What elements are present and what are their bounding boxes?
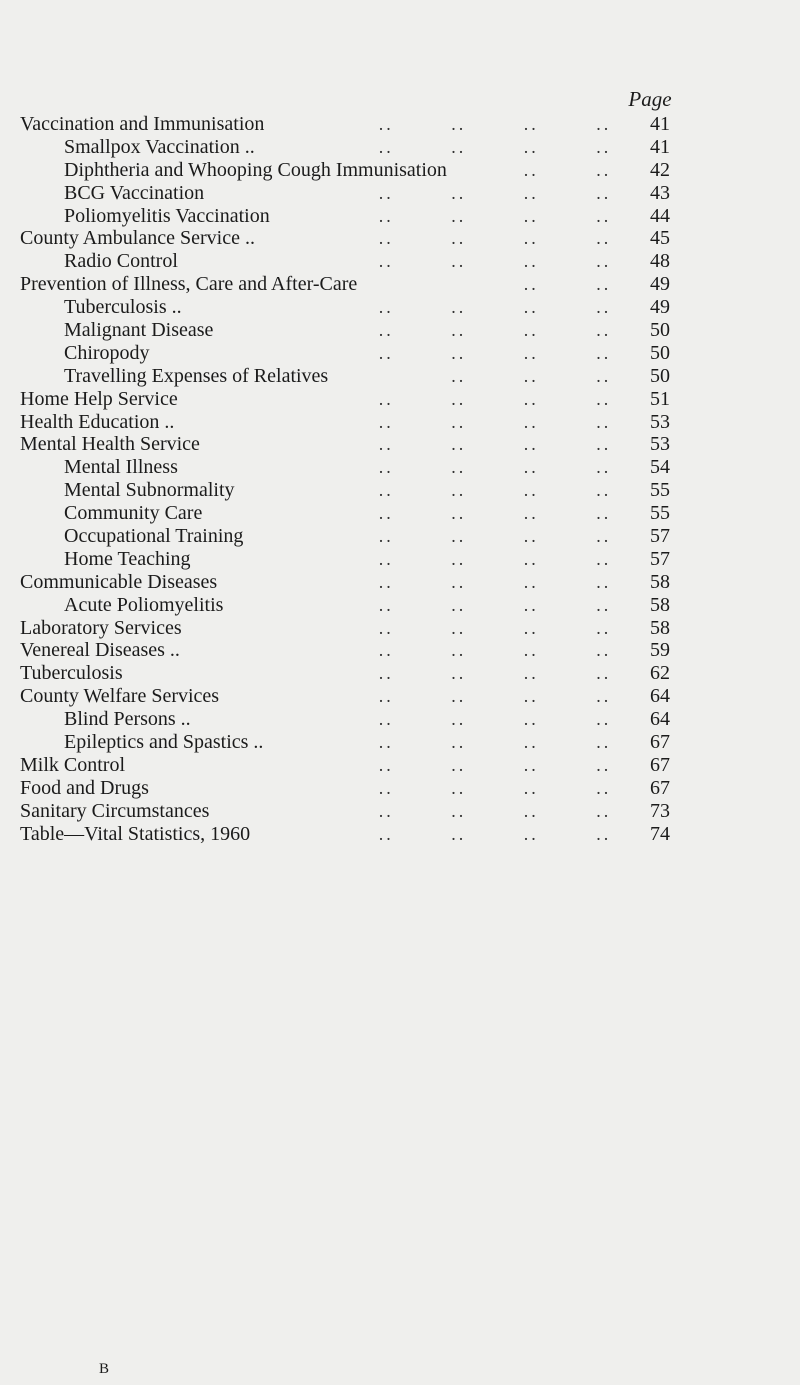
- toc-entry-label: Sanitary Circumstances: [20, 799, 210, 822]
- leader-dot-group: ..: [523, 754, 539, 775]
- toc-entry-page-number: 59: [650, 639, 670, 662]
- toc-entry-page-number: 67: [650, 753, 670, 776]
- toc-entry: [20, 777, 710, 800]
- leader-dot-group: ..: [451, 457, 467, 478]
- toc-entry: [20, 250, 710, 273]
- leader-dot-group: ..: [378, 457, 394, 478]
- toc-entry: [20, 502, 710, 525]
- leader-dot-group: ..: [523, 503, 539, 524]
- leader-dots: [350, 273, 640, 296]
- leader-dot-group: ..: [451, 320, 467, 341]
- leader-dot-group: ..: [596, 640, 612, 661]
- toc-entry: [20, 296, 710, 319]
- leader-dot-group: ..: [523, 434, 539, 455]
- leader-dot-group: ..: [378, 182, 394, 203]
- toc-entry-page-number: 53: [650, 410, 670, 433]
- toc-entry: [20, 571, 710, 594]
- toc-entry-label: Communicable Diseases: [20, 570, 218, 593]
- toc-entry: [20, 205, 710, 228]
- toc-entry: [20, 639, 710, 662]
- toc-entry-page-number: 51: [650, 387, 670, 410]
- toc-entry-page-number: 48: [650, 250, 670, 273]
- toc-entry: [20, 525, 710, 548]
- leader-dot-group: ..: [523, 205, 539, 226]
- leader-dots: [350, 617, 640, 640]
- toc-entry-page-number: 55: [650, 479, 670, 502]
- toc-entry-page-number: 58: [650, 616, 670, 639]
- leader-dot-group: ..: [451, 114, 467, 134]
- toc-entry-page-number: 42: [650, 158, 670, 181]
- leader-dot-group: ..: [378, 297, 394, 318]
- leader-dots: [350, 800, 640, 823]
- leader-dot-group: ..: [451, 480, 467, 501]
- leader-dot-group: ..: [378, 114, 394, 134]
- leader-dot-group: ..: [451, 228, 467, 249]
- leader-dot-group: ..: [378, 732, 394, 753]
- toc-entry-label: Milk Control: [20, 753, 126, 776]
- leader-dot-group: ..: [596, 732, 612, 753]
- toc-entry-page-number: 54: [650, 456, 670, 479]
- toc-entry-label: Occupational Training: [64, 525, 244, 548]
- toc-entry-label: Radio Control: [64, 250, 178, 273]
- leader-dot-group: ..: [378, 617, 394, 638]
- leader-dot-group: ..: [523, 411, 539, 432]
- leader-dot-group: ..: [523, 663, 539, 684]
- leader-dot-group: ..: [523, 114, 539, 134]
- toc-entry-label: Table—Vital Statistics, 1960: [20, 822, 251, 845]
- leader-dots: [350, 250, 640, 273]
- leader-dot-group: ..: [451, 251, 467, 272]
- leader-dot-group: ..: [378, 548, 394, 569]
- leader-dots: [350, 205, 640, 228]
- toc-entry-page-number: 67: [650, 776, 670, 799]
- toc-entry: [20, 342, 710, 365]
- leader-dot-group: ..: [378, 526, 394, 547]
- toc-entry: [20, 273, 710, 296]
- leader-dot-group: ..: [523, 571, 539, 592]
- toc-entry-label: Smallpox Vaccination ..: [64, 135, 255, 158]
- leader-dot-group: ..: [451, 503, 467, 524]
- leader-dots: [350, 662, 640, 685]
- leader-dot-group: ..: [523, 686, 539, 707]
- leader-dots: [350, 296, 640, 319]
- signature-mark: B: [99, 1361, 110, 1377]
- leader-dot-group: ..: [451, 342, 467, 363]
- toc-entry: [20, 411, 710, 434]
- toc-entry-page-number: 74: [650, 822, 670, 845]
- leader-dots: [350, 823, 640, 846]
- toc-entry: [20, 433, 710, 456]
- toc-entry-page-number: 58: [650, 570, 670, 593]
- toc-entry-page-number: 53: [650, 433, 670, 456]
- leader-dot-group: ..: [523, 548, 539, 569]
- leader-dots: [350, 571, 640, 594]
- leader-dot-group: ..: [451, 365, 467, 386]
- toc-entry-page-number: 62: [650, 662, 670, 685]
- leader-dot-group: ..: [523, 594, 539, 615]
- toc-entry-label: Food and Drugs: [20, 776, 149, 799]
- leader-dot-group: ..: [451, 526, 467, 547]
- leader-dot-group: ..: [596, 457, 612, 478]
- toc-entry: [20, 319, 710, 342]
- toc-entry-label: Home Help Service: [20, 387, 178, 410]
- toc-entry-label: Travelling Expenses of Relatives: [64, 364, 329, 387]
- leader-dot-group: ..: [596, 571, 612, 592]
- leader-dot-group: ..: [451, 388, 467, 409]
- toc-entry-page-number: 55: [650, 502, 670, 525]
- leader-dot-group: ..: [523, 228, 539, 249]
- leader-dot-group: ..: [523, 388, 539, 409]
- leader-dot-group: ..: [378, 320, 394, 341]
- leader-dots: [350, 731, 640, 754]
- leader-dot-group: ..: [523, 526, 539, 547]
- toc-entry-label: Acute Poliomyelitis: [64, 593, 224, 616]
- leader-dot-group: ..: [451, 594, 467, 615]
- toc-entry-label: Mental Health Service: [20, 433, 200, 456]
- leader-dots: [350, 433, 640, 456]
- leader-dot-group: ..: [378, 571, 394, 592]
- toc-entry: [20, 685, 710, 708]
- page-column-heading: Page: [628, 87, 672, 111]
- leader-dot-group: ..: [378, 663, 394, 684]
- toc-entry-label: Mental Subnormality: [64, 479, 235, 502]
- leader-dot-group: ..: [523, 251, 539, 272]
- leader-dot-group: ..: [596, 342, 612, 363]
- leader-dots: [350, 113, 640, 136]
- leader-dots: [350, 754, 640, 777]
- leader-dots: [350, 342, 640, 365]
- toc-entry-label: Home Teaching: [64, 547, 191, 570]
- toc-entry-label: Prevention of Illness, Care and After-Care: [20, 273, 358, 296]
- toc-entry-page-number: 50: [650, 364, 670, 387]
- leader-dot-group: ..: [451, 823, 467, 844]
- leader-dot-group: ..: [523, 182, 539, 203]
- toc-entry-page-number: 57: [650, 547, 670, 570]
- leader-dots: [350, 479, 640, 502]
- leader-dots: [350, 594, 640, 617]
- leader-dot-group: ..: [451, 709, 467, 730]
- toc-entry: [20, 708, 710, 731]
- toc-entry-label: Health Education ..: [20, 410, 175, 433]
- toc-entry-page-number: 41: [650, 135, 670, 158]
- toc-entry-label: County Welfare Services: [20, 685, 220, 708]
- leader-dot-group: ..: [596, 228, 612, 249]
- toc-entry: [20, 159, 710, 182]
- leader-dot-group: ..: [596, 526, 612, 547]
- toc-entry-label: Malignant Disease: [64, 319, 214, 342]
- toc-entry-page-number: 50: [650, 341, 670, 364]
- leader-dot-group: ..: [523, 823, 539, 844]
- toc-entry: [20, 548, 710, 571]
- leader-dots: [350, 685, 640, 708]
- leader-dot-group: ..: [596, 800, 612, 821]
- leader-dot-group: ..: [451, 663, 467, 684]
- leader-dot-group: ..: [523, 777, 539, 798]
- leader-dot-group: ..: [378, 754, 394, 775]
- leader-dot-group: ..: [596, 274, 612, 295]
- leader-dot-group: ..: [596, 205, 612, 226]
- leader-dot-group: ..: [378, 411, 394, 432]
- leader-dots: [350, 777, 640, 800]
- leader-dot-group: ..: [378, 136, 394, 157]
- leader-dot-group: ..: [523, 457, 539, 478]
- leader-dot-group: ..: [451, 800, 467, 821]
- toc-entry-page-number: 64: [650, 685, 670, 708]
- toc-entry: [20, 113, 710, 136]
- toc-entry: [20, 594, 710, 617]
- leader-dot-group: ..: [596, 365, 612, 386]
- toc-entry: [20, 227, 710, 250]
- leader-dot-group: ..: [596, 251, 612, 272]
- leader-dot-group: ..: [596, 480, 612, 501]
- leader-dots: [350, 136, 640, 159]
- leader-dot-group: ..: [596, 663, 612, 684]
- toc-entry-label: Tuberculosis: [20, 662, 123, 685]
- leader-dot-group: ..: [451, 434, 467, 455]
- leader-dot-group: ..: [378, 686, 394, 707]
- leader-dot-group: ..: [523, 342, 539, 363]
- leader-dot-group: ..: [378, 205, 394, 226]
- leader-dot-group: ..: [523, 159, 539, 180]
- leader-dot-group: ..: [596, 777, 612, 798]
- leader-dot-group: ..: [596, 686, 612, 707]
- leader-dot-group: ..: [378, 640, 394, 661]
- toc-entry-label: Tuberculosis ..: [64, 296, 182, 319]
- toc-entry-label: Epileptics and Spastics ..: [64, 731, 264, 754]
- leader-dot-group: ..: [378, 434, 394, 455]
- leader-dot-group: ..: [451, 571, 467, 592]
- leader-dot-group: ..: [596, 136, 612, 157]
- leader-dot-group: ..: [523, 480, 539, 501]
- toc-entry-page-number: 57: [650, 525, 670, 548]
- leader-dots: [350, 227, 640, 250]
- toc-entry-page-number: 58: [650, 593, 670, 616]
- leader-dot-group: ..: [523, 365, 539, 386]
- toc-entry-page-number: 49: [650, 273, 670, 296]
- toc-entry: [20, 800, 710, 823]
- toc-entry-page-number: 45: [650, 227, 670, 250]
- leader-dot-group: ..: [378, 709, 394, 730]
- leader-dot-group: ..: [596, 617, 612, 638]
- leader-dot-group: ..: [596, 594, 612, 615]
- leader-dot-group: ..: [596, 823, 612, 844]
- leader-dot-group: ..: [596, 182, 612, 203]
- leader-dot-group: ..: [523, 732, 539, 753]
- leader-dot-group: ..: [451, 136, 467, 157]
- toc-entry: [20, 388, 710, 411]
- leader-dot-group: ..: [451, 777, 467, 798]
- leader-dot-group: ..: [378, 251, 394, 272]
- toc-entry-page-number: 49: [650, 296, 670, 319]
- table-of-contents: [20, 113, 710, 846]
- toc-entry: [20, 182, 710, 205]
- leader-dot-group: ..: [378, 800, 394, 821]
- leader-dot-group: ..: [596, 709, 612, 730]
- leader-dot-group: ..: [451, 686, 467, 707]
- toc-entry-label: Vaccination and Immunisation: [20, 113, 265, 135]
- toc-entry: [20, 617, 710, 640]
- leader-dot-group: ..: [523, 640, 539, 661]
- toc-entry: [20, 754, 710, 777]
- leader-dot-group: ..: [378, 480, 394, 501]
- leader-dots: [350, 365, 640, 388]
- toc-entry: [20, 136, 710, 159]
- leader-dot-group: ..: [451, 640, 467, 661]
- leader-dot-group: ..: [523, 274, 539, 295]
- leader-dot-group: ..: [523, 297, 539, 318]
- toc-entry: [20, 731, 710, 754]
- leader-dots: [350, 456, 640, 479]
- leader-dot-group: ..: [378, 388, 394, 409]
- leader-dot-group: ..: [596, 503, 612, 524]
- toc-entry-page-number: 64: [650, 708, 670, 731]
- leader-dots: [350, 548, 640, 571]
- leader-dots: [350, 525, 640, 548]
- leader-dot-group: ..: [451, 732, 467, 753]
- toc-entry-label: County Ambulance Service ..: [20, 227, 255, 250]
- leader-dots: [350, 639, 640, 662]
- leader-dot-group: ..: [378, 503, 394, 524]
- toc-entry: [20, 456, 710, 479]
- leader-dot-group: ..: [596, 388, 612, 409]
- leader-dot-group: ..: [451, 548, 467, 569]
- leader-dot-group: ..: [451, 205, 467, 226]
- toc-entry-label: BCG Vaccination: [64, 181, 205, 204]
- leader-dot-group: ..: [451, 754, 467, 775]
- toc-entry: [20, 365, 710, 388]
- toc-entry-page-number: 41: [650, 113, 670, 135]
- toc-entry: [20, 479, 710, 502]
- toc-entry-label: Chiropody: [64, 341, 150, 364]
- toc-entry-label: Diphtheria and Whooping Cough Immunisation: [64, 158, 447, 181]
- toc-entry-label: Mental Illness: [64, 456, 178, 479]
- leader-dot-group: ..: [451, 182, 467, 203]
- leader-dots: [350, 502, 640, 525]
- leader-dot-group: ..: [596, 548, 612, 569]
- leader-dots: [350, 411, 640, 434]
- leader-dot-group: ..: [378, 777, 394, 798]
- leader-dots: [350, 708, 640, 731]
- leader-dot-group: ..: [523, 709, 539, 730]
- leader-dot-group: ..: [451, 617, 467, 638]
- leader-dot-group: ..: [596, 434, 612, 455]
- leader-dot-group: ..: [596, 320, 612, 341]
- toc-entry-label: Venereal Diseases ..: [20, 639, 180, 662]
- leader-dot-group: ..: [523, 320, 539, 341]
- leader-dots: [350, 319, 640, 342]
- leader-dot-group: ..: [596, 159, 612, 180]
- leader-dot-group: ..: [596, 297, 612, 318]
- leader-dot-group: ..: [451, 411, 467, 432]
- toc-entry-page-number: 50: [650, 319, 670, 342]
- toc-entry-label: Poliomyelitis Vaccination: [64, 204, 270, 227]
- leader-dot-group: ..: [596, 114, 612, 134]
- toc-entry-page-number: 73: [650, 799, 670, 822]
- toc-entry: [20, 662, 710, 685]
- leader-dot-group: ..: [523, 800, 539, 821]
- toc-entry-page-number: 67: [650, 731, 670, 754]
- leader-dot-group: ..: [378, 823, 394, 844]
- leader-dot-group: ..: [596, 411, 612, 432]
- toc-entry-label: Laboratory Services: [20, 616, 182, 639]
- leader-dot-group: ..: [596, 754, 612, 775]
- leader-dot-group: ..: [378, 594, 394, 615]
- leader-dot-group: ..: [378, 342, 394, 363]
- toc-entry-page-number: 44: [650, 204, 670, 227]
- leader-dots: [350, 159, 640, 182]
- toc-entry: [20, 823, 710, 846]
- toc-entry-page-number: 43: [650, 181, 670, 204]
- leader-dot-group: ..: [523, 617, 539, 638]
- leader-dot-group: ..: [378, 228, 394, 249]
- toc-entry-label: Blind Persons ..: [64, 708, 191, 731]
- leader-dot-group: ..: [451, 297, 467, 318]
- toc-entry-label: Community Care: [64, 502, 203, 525]
- leader-dot-group: ..: [523, 136, 539, 157]
- leader-dots: [350, 182, 640, 205]
- leader-dots: [350, 388, 640, 411]
